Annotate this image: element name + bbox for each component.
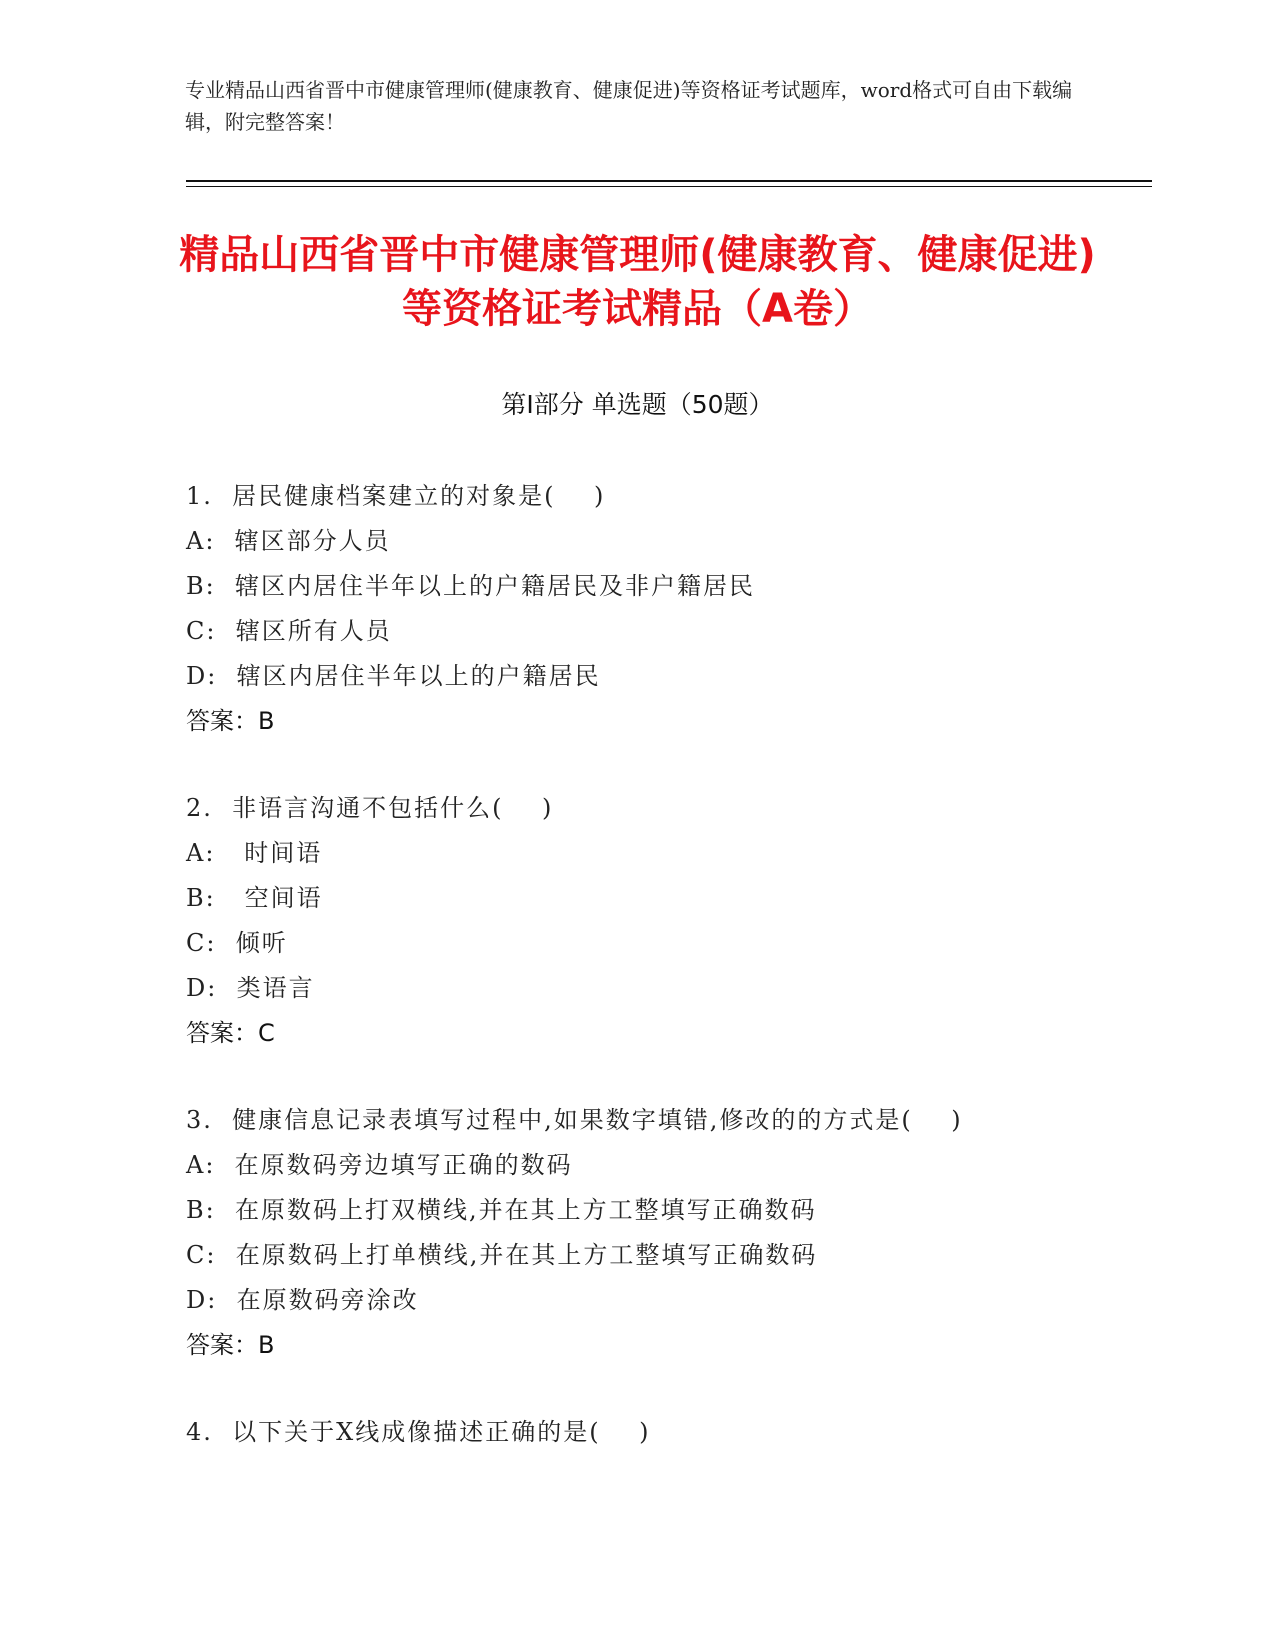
option-a: A: 在原数码旁边填写正确的数码 xyxy=(186,1151,573,1179)
answer-line: 答案：C xyxy=(186,1019,275,1047)
header-note: 专业精品山西省晋中市健康管理师(健康教育、健康促进)等资格证考试题库，word格式可自由下载编辑，附完整答案！ xyxy=(185,78,1073,134)
question-item xyxy=(186,474,1146,744)
option-d: D: 辖区内居住半年以上的户籍居民 xyxy=(186,662,601,690)
question-item xyxy=(186,1410,1146,1455)
option-d: D: 类语言 xyxy=(186,974,315,1002)
option-b: B: 辖区内居住半年以上的户籍居民及非户籍居民 xyxy=(186,572,755,600)
option-c: C: 在原数码上打单横线,并在其上方工整填写正确数码 xyxy=(186,1241,818,1269)
option-a: A: 辖区部分人员 xyxy=(186,527,391,555)
option-b: B: 在原数码上打双横线,并在其上方工整填写正确数码 xyxy=(186,1196,817,1224)
header-divider-thin xyxy=(186,186,1152,187)
question-list xyxy=(186,474,1146,1497)
header-divider-thick xyxy=(186,180,1152,182)
question-stem: 1. 居民健康档案建立的对象是( ) xyxy=(186,482,606,510)
question-item xyxy=(186,1098,1146,1368)
option-c: C: 辖区所有人员 xyxy=(186,617,392,645)
question-item xyxy=(186,786,1146,1056)
option-d: D: 在原数码旁涂改 xyxy=(186,1286,419,1314)
section-heading: 第Ⅰ部分 单选题（50题） xyxy=(501,390,774,419)
option-b: B: 空间语 xyxy=(186,884,323,912)
answer-line: 答案：B xyxy=(186,1331,275,1359)
option-a: A: 时间语 xyxy=(186,839,323,867)
question-stem: 2. 非语言沟通不包括什么( ) xyxy=(186,794,554,822)
document-title: 精品山西省晋中市健康管理师(健康教育、健康促进)等资格证考试精品（A卷） xyxy=(179,232,1096,332)
answer-line: 答案：B xyxy=(186,707,275,735)
option-c: C: 倾听 xyxy=(186,929,288,957)
question-stem: 4. 以下关于X线成像描述正确的是( ) xyxy=(186,1418,651,1446)
question-stem: 3. 健康信息记录表填写过程中,如果数字填错,修改的的方式是( ) xyxy=(186,1106,963,1134)
